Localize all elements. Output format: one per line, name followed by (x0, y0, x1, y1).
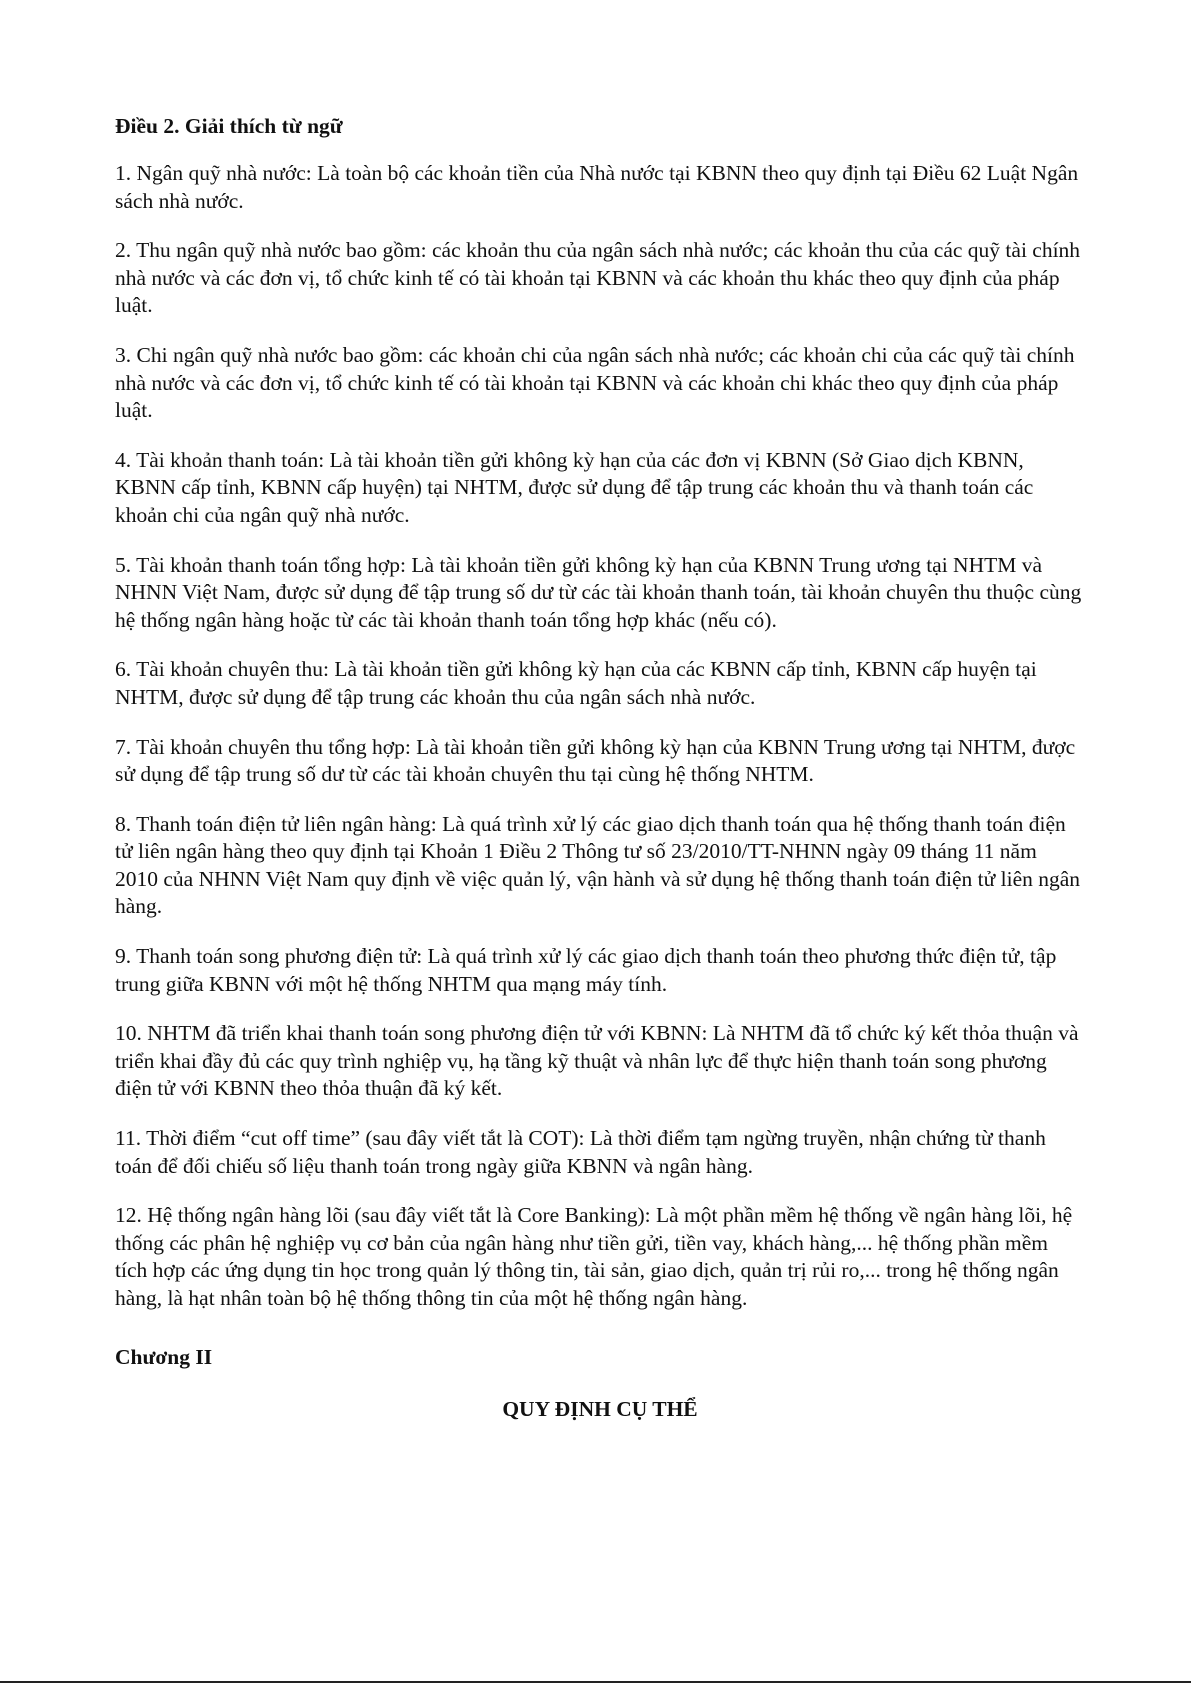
definition-paragraph: 9. Thanh toán song phương điện tử: Là quá trình xử lý các giao dịch thanh toán theo phương thức điện tử, tập trung giữa KBNN với một hệ thống NHTM qua mạng máy tính. (115, 944, 1057, 996)
definition-paragraph: 8. Thanh toán điện tử liên ngân hàng: Là quá trình xử lý các giao dịch thanh toán qua hệ thống thanh toán điện tử liên ngân hàng theo quy định tại Khoản 1 Điều 2 Thông tư số 23/2010/TT-NHNN ngày 09 tháng 11 năm 2010 của NHNN Việt Nam quy định về việc quản lý, vận hành và sử dụng hệ thống thanh toán điện tử liên ngân hàng. (115, 811, 1081, 919)
chapter-label: Chương II (115, 1344, 213, 1369)
definition-paragraph: 11. Thời điểm “cut off time” (sau đây viết tắt là COT): Là thời điểm tạm ngừng truyền, nhận chứng từ thanh toán để đối chiếu số liệu thanh toán trong ngày giữa KBNN và ngân hàng. (115, 1126, 1046, 1178)
definition-paragraph: 2. Thu ngân quỹ nhà nước bao gồm: các khoản thu của ngân sách nhà nước; các khoản thu của các quỹ tài chính nhà nước và các đơn vị, tổ chức kinh tế có tài khoản tại KBNN và các khoản thu khác theo quy định của pháp luật. (115, 238, 1081, 318)
definition-paragraph: 12. Hệ thống ngân hàng lõi (sau đây viết tắt là Core Banking): Là một phần mềm hệ thống về ngân hàng lõi, hệ thống các phân hệ nghiệp vụ cơ bản của ngân hàng như tiền gửi, tiền vay, khách hàng,... hệ thống phần mềm tích hợp các ứng dụng tin học trong quản lý thông tin, tài sản, giao dịch, quản trị rủi ro,... trong hệ thống ngân hàng, là hạt nhân toàn bộ hệ thống thông tin của một hệ thống ngân hàng. (115, 1203, 1073, 1310)
definition-paragraph: 5. Tài khoản thanh toán tổng hợp: Là tài khoản tiền gửi không kỳ hạn của KBNN Trung ương tại NHTM và NHNN Việt Nam, được sử dụng để tập trung số dư từ các tài khoản thanh toán, tài khoản chuyên thu thuộc cùng hệ thống ngân hàng hoặc từ các tài khoản thanh toán tổng hợp khác (nếu có). (115, 552, 1082, 632)
chapter-title: QUY ĐỊNH CỤ THỂ (502, 1396, 698, 1421)
definition-paragraph: 7. Tài khoản chuyên thu tổng hợp: Là tài khoản tiền gửi không kỳ hạn của KBNN Trung ương tại NHTM, được sử dụng để tập trung số dư từ các tài khoản chuyên thu tại cùng hệ thống NHTM. (115, 734, 1076, 787)
page-bottom-divider (0, 1681, 1191, 1683)
definition-paragraph: 3. Chi ngân quỹ nhà nước bao gồm: các khoản chi của ngân sách nhà nước; các khoản chi của các quỹ tài chính nhà nước và các đơn vị, tổ chức kinh tế có tài khoản tại KBNN và các khoản chi khác theo quy định của pháp luật. (115, 342, 1075, 423)
definition-paragraph: 1. Ngân quỹ nhà nước: Là toàn bộ các khoản tiền của Nhà nước tại KBNN theo quy định tại Điều 62 Luật Ngân sách nhà nước. (115, 161, 1079, 213)
article-heading: Điều 2. Giải thích từ ngữ (115, 114, 343, 138)
definition-paragraph: 4. Tài khoản thanh toán: Là tài khoản tiền gửi không kỳ hạn của các đơn vị KBNN (Sở Giao dịch KBNN, KBNN cấp tỉnh, KBNN cấp huyện) tại NHTM, được sử dụng để tập trung các khoản thu và thanh toán các khoản chi của ngân quỹ nhà nước. (115, 447, 1034, 527)
definition-paragraph: 10. NHTM đã triển khai thanh toán song phương điện tử với KBNN: Là NHTM đã tổ chức ký kết thỏa thuận và triển khai đầy đủ các quy trình nghiệp vụ, hạ tầng kỹ thuật và nhân lực để thực hiện thanh toán song phương điện tử với KBNN theo thỏa thuận đã ký kết. (115, 1021, 1079, 1101)
definition-paragraph: 6. Tài khoản chuyên thu: Là tài khoản tiền gửi không kỳ hạn của các KBNN cấp tỉnh, KBNN cấp huyện tại NHTM, được sử dụng để tập trung các khoản thu của ngân sách nhà nước. (115, 657, 1037, 709)
document-page (115, 112, 1085, 1423)
